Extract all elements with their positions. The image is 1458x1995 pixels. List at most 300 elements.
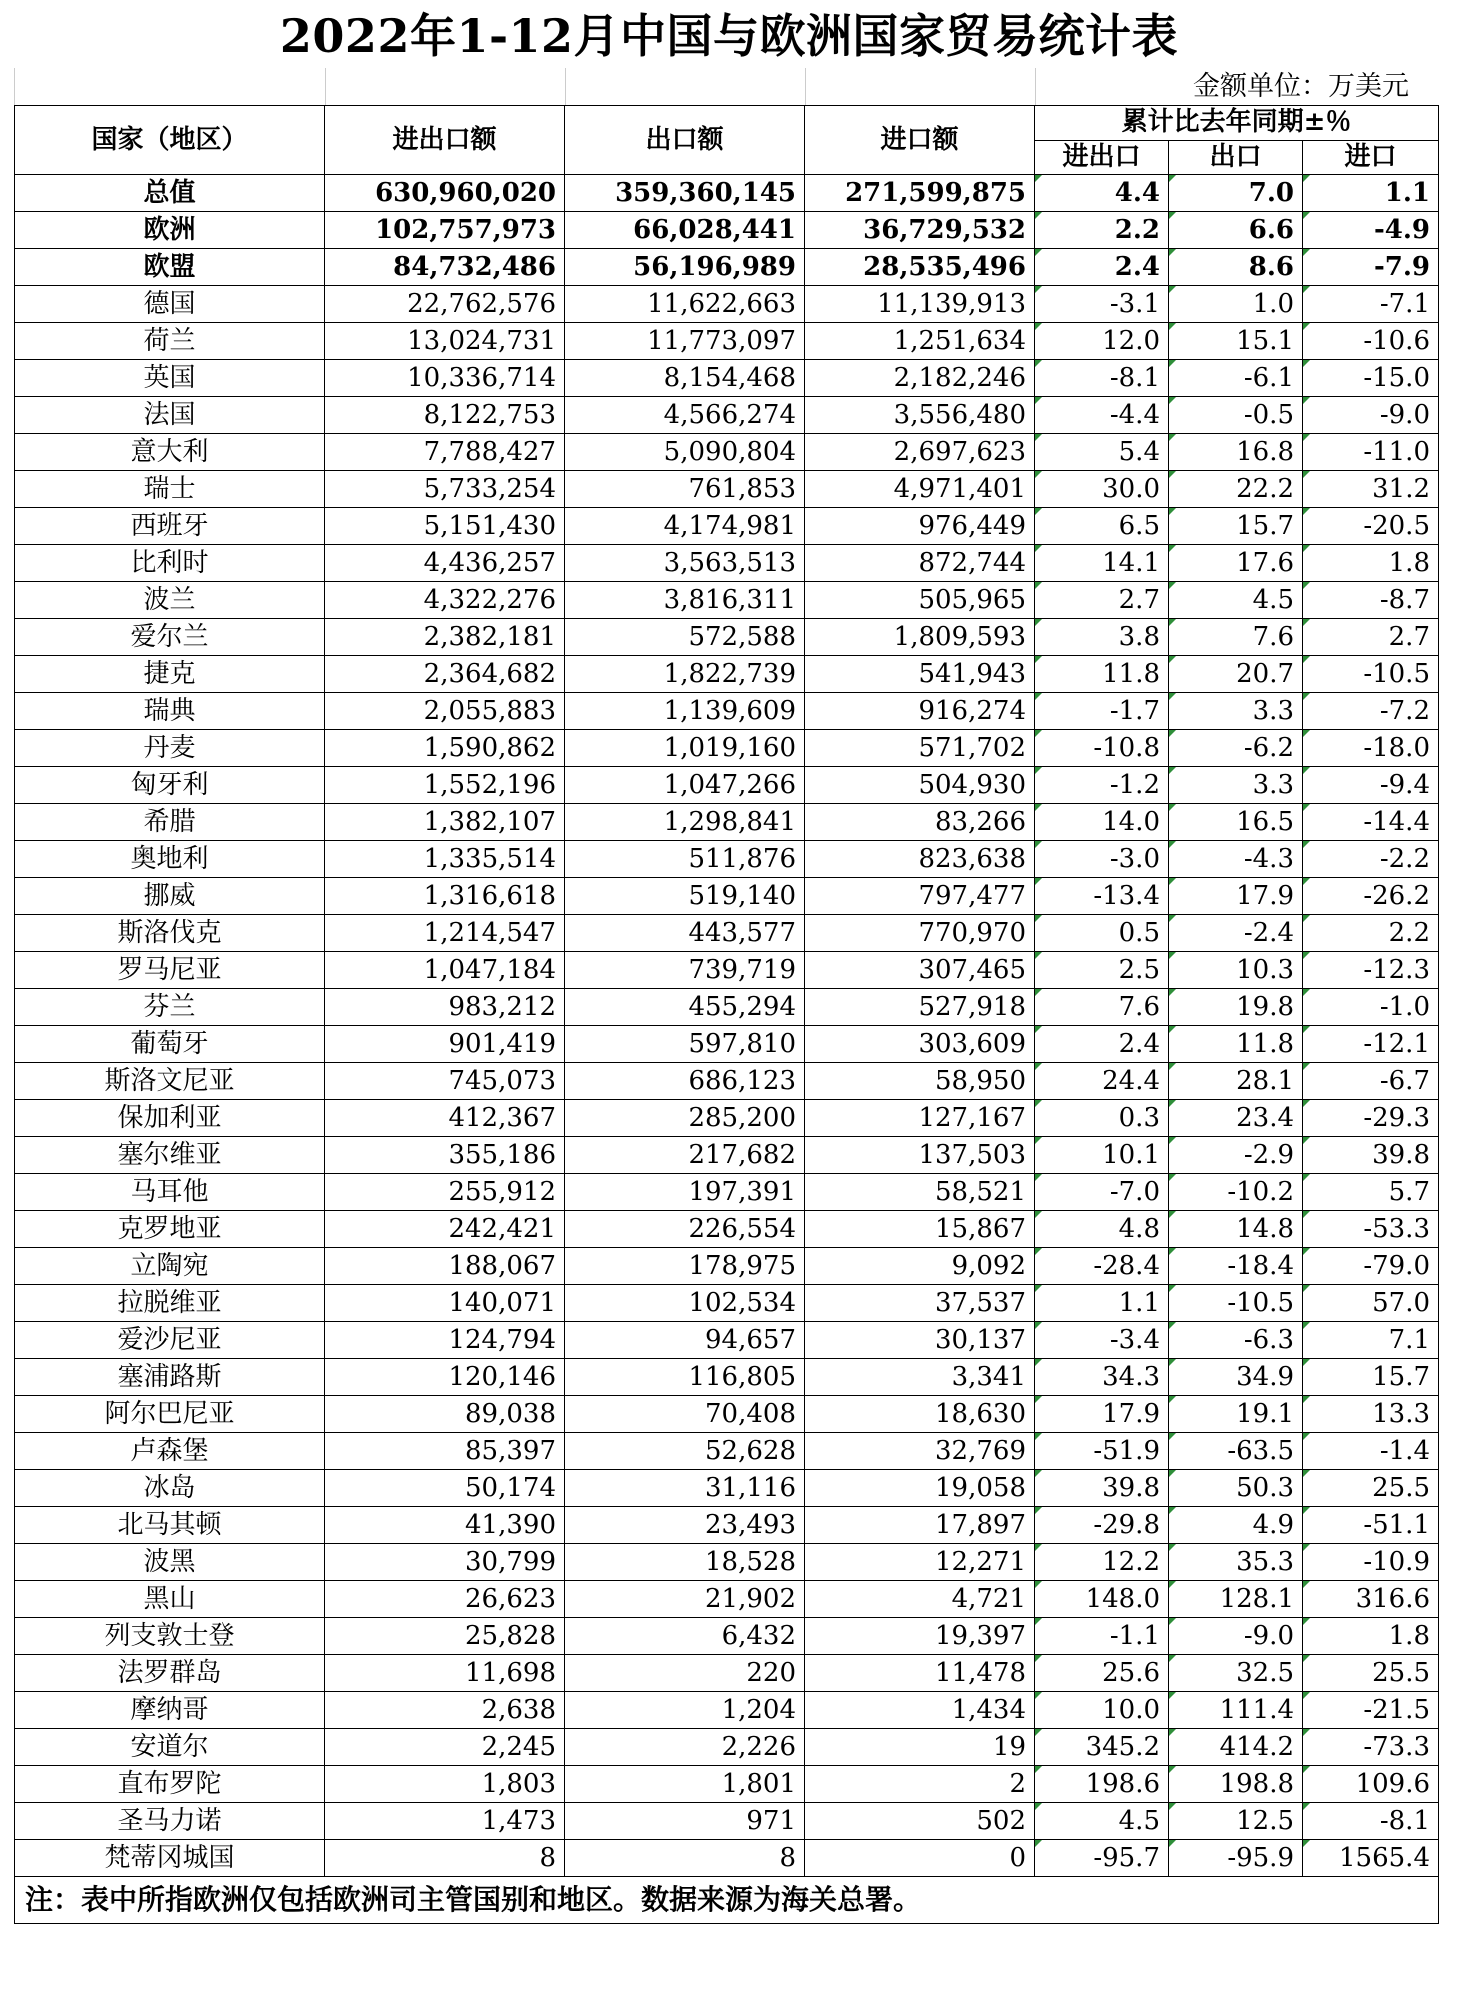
export-cell: 217,682	[565, 1137, 805, 1174]
country-cell: 保加利亚	[15, 1100, 325, 1137]
country-cell: 英国	[15, 360, 325, 397]
table-row	[15, 397, 1439, 434]
header-growth-import: 进口	[1303, 140, 1439, 175]
country-cell: 马耳他	[15, 1174, 325, 1211]
growth-export-cell: -18.4	[1169, 1248, 1303, 1285]
growth-export-cell: 111.4	[1169, 1692, 1303, 1729]
table-row	[15, 1174, 1439, 1211]
country-cell: 黑山	[15, 1581, 325, 1618]
total-cell: 1,590,862	[325, 730, 565, 767]
table-row	[15, 1137, 1439, 1174]
import-cell: 37,537	[805, 1285, 1035, 1322]
growth-export-cell: 23.4	[1169, 1100, 1303, 1137]
table-row	[15, 1433, 1439, 1470]
growth-total-cell: -28.4	[1035, 1248, 1169, 1285]
export-cell: 21,902	[565, 1581, 805, 1618]
export-cell: 1,139,609	[565, 693, 805, 730]
growth-import-cell: 15.7	[1303, 1359, 1439, 1396]
growth-total-cell: 6.5	[1035, 508, 1169, 545]
growth-total-cell: 17.9	[1035, 1396, 1169, 1433]
growth-export-cell: 7.6	[1169, 619, 1303, 656]
total-cell: 1,382,107	[325, 804, 565, 841]
import-cell: 9,092	[805, 1248, 1035, 1285]
country-cell: 塞浦路斯	[15, 1359, 325, 1396]
total-cell: 2,364,682	[325, 656, 565, 693]
import-cell: 307,465	[805, 952, 1035, 989]
table-row	[15, 1248, 1439, 1285]
table-row	[15, 1285, 1439, 1322]
growth-total-cell: 14.1	[1035, 545, 1169, 582]
growth-total-cell: 5.4	[1035, 434, 1169, 471]
country-cell: 波兰	[15, 582, 325, 619]
growth-total-cell: 24.4	[1035, 1063, 1169, 1100]
export-cell: 2,226	[565, 1729, 805, 1766]
growth-import-cell: -9.0	[1303, 397, 1439, 434]
total-cell: 2,382,181	[325, 619, 565, 656]
import-cell: 58,950	[805, 1063, 1035, 1100]
total-cell: 2,638	[325, 1692, 565, 1729]
country-cell: 波黑	[15, 1544, 325, 1581]
total-cell: 11,698	[325, 1655, 565, 1692]
export-cell: 1,019,160	[565, 730, 805, 767]
growth-import-cell: -4.9	[1303, 212, 1439, 249]
total-cell: 1,214,547	[325, 915, 565, 952]
growth-import-cell: 25.5	[1303, 1470, 1439, 1507]
growth-total-cell: 4.8	[1035, 1211, 1169, 1248]
table-row	[15, 508, 1439, 545]
country-cell: 瑞士	[15, 471, 325, 508]
import-cell: 505,965	[805, 582, 1035, 619]
growth-total-cell: -13.4	[1035, 878, 1169, 915]
table-row	[15, 545, 1439, 582]
table-row	[15, 434, 1439, 471]
total-cell: 1,316,618	[325, 878, 565, 915]
header-total: 进出口额	[325, 106, 565, 175]
growth-export-cell: 19.1	[1169, 1396, 1303, 1433]
import-cell: 12,271	[805, 1544, 1035, 1581]
growth-export-cell: -10.5	[1169, 1285, 1303, 1322]
growth-total-cell: 148.0	[1035, 1581, 1169, 1618]
growth-total-cell: 3.8	[1035, 619, 1169, 656]
export-cell: 1,204	[565, 1692, 805, 1729]
growth-import-cell: -53.3	[1303, 1211, 1439, 1248]
growth-import-cell: 2.7	[1303, 619, 1439, 656]
growth-import-cell: -8.1	[1303, 1803, 1439, 1840]
country-cell: 圣马力诺	[15, 1803, 325, 1840]
growth-import-cell: 1.1	[1303, 175, 1439, 212]
growth-import-cell: -1.0	[1303, 989, 1439, 1026]
country-cell: 克罗地亚	[15, 1211, 325, 1248]
country-cell: 匈牙利	[15, 767, 325, 804]
country-cell: 爱尔兰	[15, 619, 325, 656]
export-cell: 971	[565, 1803, 805, 1840]
total-cell: 89,038	[325, 1396, 565, 1433]
import-cell: 3,556,480	[805, 397, 1035, 434]
growth-total-cell: 10.0	[1035, 1692, 1169, 1729]
export-cell: 94,657	[565, 1322, 805, 1359]
table-row	[15, 360, 1439, 397]
total-cell: 8	[325, 1840, 565, 1877]
export-cell: 686,123	[565, 1063, 805, 1100]
growth-total-cell: 2.5	[1035, 952, 1169, 989]
total-cell: 745,073	[325, 1063, 565, 1100]
table-row	[15, 1729, 1439, 1766]
growth-export-cell: -2.9	[1169, 1137, 1303, 1174]
country-cell: 比利时	[15, 545, 325, 582]
export-cell: 52,628	[565, 1433, 805, 1470]
growth-import-cell: -7.2	[1303, 693, 1439, 730]
growth-export-cell: -4.3	[1169, 841, 1303, 878]
export-cell: 5,090,804	[565, 434, 805, 471]
growth-total-cell: 39.8	[1035, 1470, 1169, 1507]
country-cell: 总值	[15, 175, 325, 212]
growth-export-cell: 16.5	[1169, 804, 1303, 841]
growth-import-cell: -7.1	[1303, 286, 1439, 323]
growth-import-cell: -12.1	[1303, 1026, 1439, 1063]
table-body	[15, 175, 1439, 1877]
export-cell: 66,028,441	[565, 212, 805, 249]
growth-export-cell: 4.5	[1169, 582, 1303, 619]
growth-import-cell: 57.0	[1303, 1285, 1439, 1322]
growth-import-cell: -51.1	[1303, 1507, 1439, 1544]
country-cell: 摩纳哥	[15, 1692, 325, 1729]
growth-export-cell: -0.5	[1169, 397, 1303, 434]
export-cell: 739,719	[565, 952, 805, 989]
unit-label: 金额单位：万美元	[1193, 71, 1409, 102]
import-cell: 823,638	[805, 841, 1035, 878]
import-cell: 18,630	[805, 1396, 1035, 1433]
unit-row	[14, 68, 1439, 105]
export-cell: 56,196,989	[565, 249, 805, 286]
growth-import-cell: -1.4	[1303, 1433, 1439, 1470]
table-row	[15, 878, 1439, 915]
total-cell: 30,799	[325, 1544, 565, 1581]
growth-export-cell: 20.7	[1169, 656, 1303, 693]
table-row	[15, 730, 1439, 767]
growth-total-cell: -1.7	[1035, 693, 1169, 730]
growth-import-cell: 1.8	[1303, 545, 1439, 582]
import-cell: 11,139,913	[805, 286, 1035, 323]
growth-total-cell: 2.7	[1035, 582, 1169, 619]
country-cell: 荷兰	[15, 323, 325, 360]
country-cell: 罗马尼亚	[15, 952, 325, 989]
table-row	[15, 1211, 1439, 1248]
export-cell: 3,816,311	[565, 582, 805, 619]
growth-export-cell: 14.8	[1169, 1211, 1303, 1248]
table-row	[15, 989, 1439, 1026]
export-cell: 285,200	[565, 1100, 805, 1137]
growth-import-cell: -26.2	[1303, 878, 1439, 915]
export-cell: 116,805	[565, 1359, 805, 1396]
growth-import-cell: -12.3	[1303, 952, 1439, 989]
header-export: 出口额	[565, 106, 805, 175]
import-cell: 127,167	[805, 1100, 1035, 1137]
import-cell: 541,943	[805, 656, 1035, 693]
total-cell: 120,146	[325, 1359, 565, 1396]
growth-total-cell: -1.2	[1035, 767, 1169, 804]
growth-export-cell: 3.3	[1169, 767, 1303, 804]
import-cell: 527,918	[805, 989, 1035, 1026]
country-cell: 奥地利	[15, 841, 325, 878]
country-cell: 直布罗陀	[15, 1766, 325, 1803]
table-row	[15, 1322, 1439, 1359]
growth-export-cell: -9.0	[1169, 1618, 1303, 1655]
total-cell: 1,473	[325, 1803, 565, 1840]
import-cell: 36,729,532	[805, 212, 1035, 249]
total-cell: 5,733,254	[325, 471, 565, 508]
growth-total-cell: 25.6	[1035, 1655, 1169, 1692]
table-row	[15, 1544, 1439, 1581]
growth-export-cell: 19.8	[1169, 989, 1303, 1026]
import-cell: 17,897	[805, 1507, 1035, 1544]
total-cell: 242,421	[325, 1211, 565, 1248]
growth-total-cell: 12.0	[1035, 323, 1169, 360]
growth-total-cell: 198.6	[1035, 1766, 1169, 1803]
total-cell: 4,436,257	[325, 545, 565, 582]
growth-export-cell: 198.8	[1169, 1766, 1303, 1803]
import-cell: 4,971,401	[805, 471, 1035, 508]
export-cell: 519,140	[565, 878, 805, 915]
growth-export-cell: 32.5	[1169, 1655, 1303, 1692]
total-cell: 983,212	[325, 989, 565, 1026]
growth-import-cell: -21.5	[1303, 1692, 1439, 1729]
import-cell: 571,702	[805, 730, 1035, 767]
export-cell: 226,554	[565, 1211, 805, 1248]
growth-import-cell: -11.0	[1303, 434, 1439, 471]
growth-import-cell: 39.8	[1303, 1137, 1439, 1174]
country-cell: 丹麦	[15, 730, 325, 767]
country-cell: 法国	[15, 397, 325, 434]
table-row	[15, 619, 1439, 656]
export-cell: 11,622,663	[565, 286, 805, 323]
export-cell: 597,810	[565, 1026, 805, 1063]
country-cell: 北马其顿	[15, 1507, 325, 1544]
growth-import-cell: -10.9	[1303, 1544, 1439, 1581]
country-cell: 葡萄牙	[15, 1026, 325, 1063]
table-row	[15, 1026, 1439, 1063]
import-cell: 271,599,875	[805, 175, 1035, 212]
export-cell: 70,408	[565, 1396, 805, 1433]
import-cell: 916,274	[805, 693, 1035, 730]
export-cell: 359,360,145	[565, 175, 805, 212]
growth-total-cell: -3.0	[1035, 841, 1169, 878]
growth-export-cell: -10.2	[1169, 1174, 1303, 1211]
growth-total-cell: 34.3	[1035, 1359, 1169, 1396]
import-cell: 2	[805, 1766, 1035, 1803]
export-cell: 1,822,739	[565, 656, 805, 693]
table-row	[15, 1063, 1439, 1100]
import-cell: 504,930	[805, 767, 1035, 804]
growth-total-cell: 4.4	[1035, 175, 1169, 212]
growth-import-cell: -15.0	[1303, 360, 1439, 397]
country-cell: 冰岛	[15, 1470, 325, 1507]
table-row	[15, 1470, 1439, 1507]
import-cell: 770,970	[805, 915, 1035, 952]
header-growth-total: 进出口	[1035, 140, 1169, 175]
total-cell: 2,055,883	[325, 693, 565, 730]
growth-export-cell: 7.0	[1169, 175, 1303, 212]
import-cell: 4,721	[805, 1581, 1035, 1618]
export-cell: 511,876	[565, 841, 805, 878]
import-cell: 3,341	[805, 1359, 1035, 1396]
export-cell: 572,588	[565, 619, 805, 656]
total-cell: 1,047,184	[325, 952, 565, 989]
import-cell: 2,697,623	[805, 434, 1035, 471]
export-cell: 197,391	[565, 1174, 805, 1211]
growth-total-cell: 2.4	[1035, 249, 1169, 286]
growth-export-cell: 3.3	[1169, 693, 1303, 730]
country-cell: 立陶宛	[15, 1248, 325, 1285]
table-row	[15, 1359, 1439, 1396]
import-cell: 872,744	[805, 545, 1035, 582]
growth-export-cell: 4.9	[1169, 1507, 1303, 1544]
growth-total-cell: 14.0	[1035, 804, 1169, 841]
growth-import-cell: -79.0	[1303, 1248, 1439, 1285]
export-cell: 443,577	[565, 915, 805, 952]
import-cell: 1,434	[805, 1692, 1035, 1729]
export-cell: 23,493	[565, 1507, 805, 1544]
growth-export-cell: 128.1	[1169, 1581, 1303, 1618]
import-cell: 303,609	[805, 1026, 1035, 1063]
total-cell: 5,151,430	[325, 508, 565, 545]
total-cell: 102,757,973	[325, 212, 565, 249]
table-row	[15, 841, 1439, 878]
export-cell: 455,294	[565, 989, 805, 1026]
table-row	[15, 1507, 1439, 1544]
growth-import-cell: 7.1	[1303, 1322, 1439, 1359]
header-growth-group: 累计比去年同期±％	[1035, 106, 1439, 141]
growth-import-cell: 31.2	[1303, 471, 1439, 508]
import-cell: 11,478	[805, 1655, 1035, 1692]
total-cell: 1,803	[325, 1766, 565, 1803]
header-country: 国家（地区）	[15, 106, 325, 175]
country-cell: 梵蒂冈城国	[15, 1840, 325, 1877]
country-cell: 阿尔巴尼亚	[15, 1396, 325, 1433]
total-cell: 255,912	[325, 1174, 565, 1211]
table-row	[15, 1618, 1439, 1655]
export-cell: 4,566,274	[565, 397, 805, 434]
growth-export-cell: 17.9	[1169, 878, 1303, 915]
growth-total-cell: 30.0	[1035, 471, 1169, 508]
table-row	[15, 1655, 1439, 1692]
country-cell: 列支敦士登	[15, 1618, 325, 1655]
total-cell: 41,390	[325, 1507, 565, 1544]
growth-import-cell: 1.8	[1303, 1618, 1439, 1655]
total-cell: 8,122,753	[325, 397, 565, 434]
table-row	[15, 1396, 1439, 1433]
growth-total-cell: -1.1	[1035, 1618, 1169, 1655]
country-cell: 斯洛文尼亚	[15, 1063, 325, 1100]
country-cell: 芬兰	[15, 989, 325, 1026]
growth-total-cell: -3.4	[1035, 1322, 1169, 1359]
table-row	[15, 656, 1439, 693]
growth-export-cell: 28.1	[1169, 1063, 1303, 1100]
total-cell: 630,960,020	[325, 175, 565, 212]
country-cell: 挪威	[15, 878, 325, 915]
growth-total-cell: -4.4	[1035, 397, 1169, 434]
growth-export-cell: 414.2	[1169, 1729, 1303, 1766]
country-cell: 欧洲	[15, 212, 325, 249]
country-cell: 法罗群岛	[15, 1655, 325, 1692]
growth-total-cell: 11.8	[1035, 656, 1169, 693]
growth-import-cell: 13.3	[1303, 1396, 1439, 1433]
growth-total-cell: -10.8	[1035, 730, 1169, 767]
export-cell: 6,432	[565, 1618, 805, 1655]
export-cell: 3,563,513	[565, 545, 805, 582]
export-cell: 8	[565, 1840, 805, 1877]
growth-export-cell: -95.9	[1169, 1840, 1303, 1877]
country-cell: 安道尔	[15, 1729, 325, 1766]
table-row	[15, 175, 1439, 212]
export-cell: 102,534	[565, 1285, 805, 1322]
growth-import-cell: 1565.4	[1303, 1840, 1439, 1877]
growth-export-cell: 6.6	[1169, 212, 1303, 249]
table-row	[15, 915, 1439, 952]
country-cell: 欧盟	[15, 249, 325, 286]
growth-export-cell: 17.6	[1169, 545, 1303, 582]
total-cell: 7,788,427	[325, 434, 565, 471]
total-cell: 140,071	[325, 1285, 565, 1322]
growth-export-cell: -6.3	[1169, 1322, 1303, 1359]
total-cell: 85,397	[325, 1433, 565, 1470]
import-cell: 19,397	[805, 1618, 1035, 1655]
table-row	[15, 323, 1439, 360]
country-cell: 捷克	[15, 656, 325, 693]
table-row	[15, 286, 1439, 323]
growth-total-cell: 345.2	[1035, 1729, 1169, 1766]
growth-import-cell: 109.6	[1303, 1766, 1439, 1803]
growth-import-cell: 5.7	[1303, 1174, 1439, 1211]
table-row	[15, 1766, 1439, 1803]
import-cell: 30,137	[805, 1322, 1035, 1359]
country-cell: 西班牙	[15, 508, 325, 545]
growth-export-cell: 11.8	[1169, 1026, 1303, 1063]
table-row	[15, 1692, 1439, 1729]
growth-total-cell: -29.8	[1035, 1507, 1169, 1544]
growth-total-cell: -51.9	[1035, 1433, 1169, 1470]
growth-export-cell: 50.3	[1169, 1470, 1303, 1507]
total-cell: 84,732,486	[325, 249, 565, 286]
table-row	[15, 1581, 1439, 1618]
import-cell: 32,769	[805, 1433, 1035, 1470]
total-cell: 10,336,714	[325, 360, 565, 397]
import-cell: 137,503	[805, 1137, 1035, 1174]
growth-export-cell: 1.0	[1169, 286, 1303, 323]
export-cell: 1,298,841	[565, 804, 805, 841]
total-cell: 1,552,196	[325, 767, 565, 804]
table-row	[15, 582, 1439, 619]
growth-import-cell: -6.7	[1303, 1063, 1439, 1100]
total-cell: 4,322,276	[325, 582, 565, 619]
growth-total-cell: 2.2	[1035, 212, 1169, 249]
table-row	[15, 804, 1439, 841]
growth-import-cell: -29.3	[1303, 1100, 1439, 1137]
growth-total-cell: 7.6	[1035, 989, 1169, 1026]
growth-export-cell: 16.8	[1169, 434, 1303, 471]
growth-export-cell: 22.2	[1169, 471, 1303, 508]
export-cell: 1,801	[565, 1766, 805, 1803]
growth-total-cell: -7.0	[1035, 1174, 1169, 1211]
total-cell: 13,024,731	[325, 323, 565, 360]
growth-total-cell: 0.5	[1035, 915, 1169, 952]
import-cell: 19	[805, 1729, 1035, 1766]
import-cell: 976,449	[805, 508, 1035, 545]
growth-import-cell: -7.9	[1303, 249, 1439, 286]
country-cell: 拉脱维亚	[15, 1285, 325, 1322]
import-cell: 0	[805, 1840, 1035, 1877]
total-cell: 2,245	[325, 1729, 565, 1766]
country-cell: 斯洛伐克	[15, 915, 325, 952]
